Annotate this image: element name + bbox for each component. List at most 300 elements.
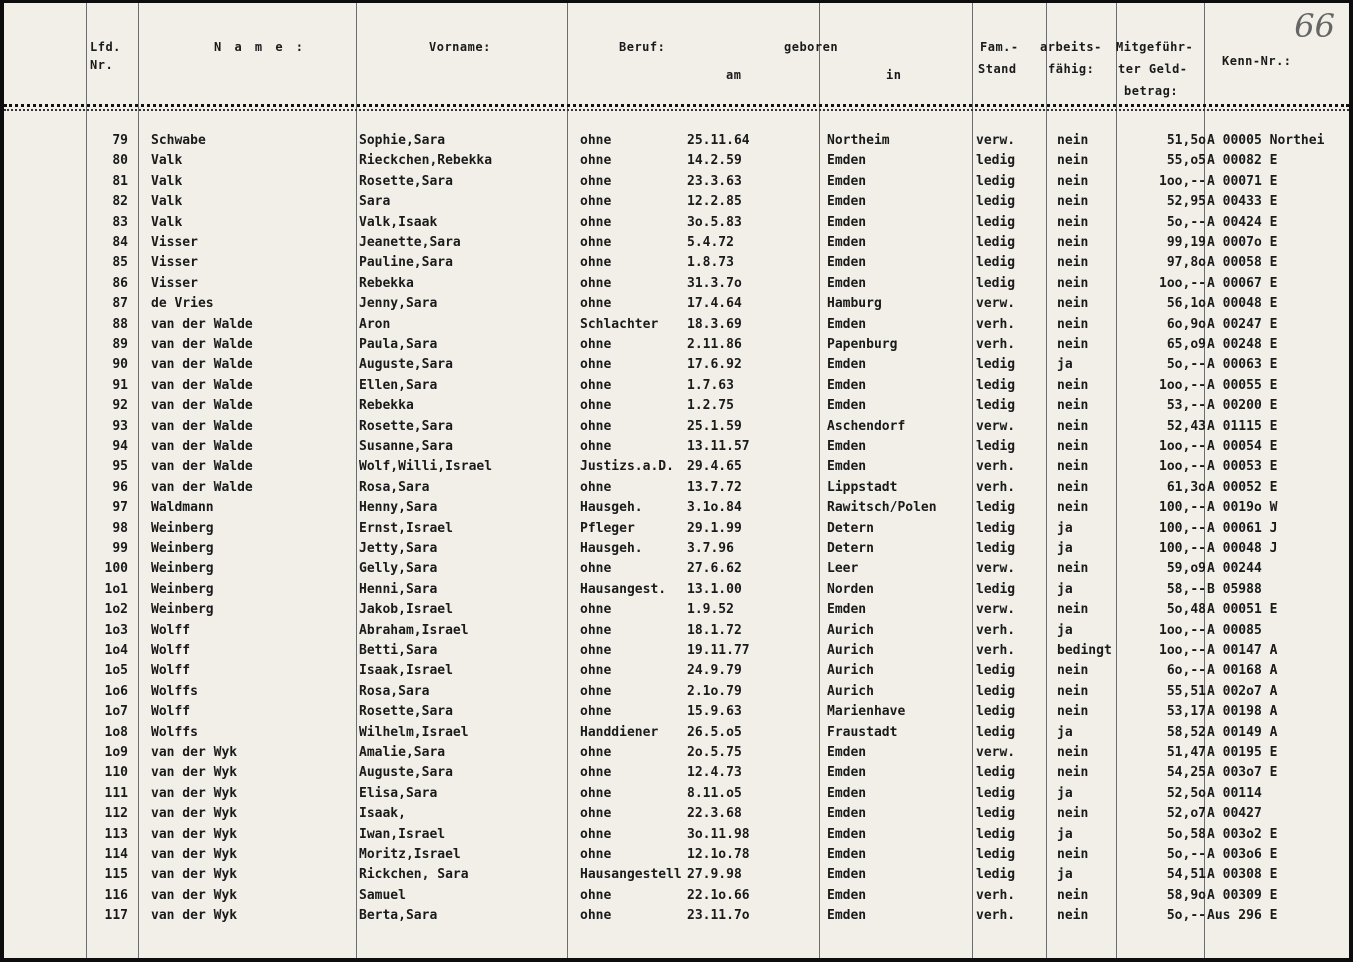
table-row [4, 478, 1349, 498]
header-geboren-in: in [886, 68, 902, 82]
cell-arbeitsfaehig: nein [1057, 153, 1089, 169]
cell-nr: 97 [112, 500, 128, 516]
cell-beruf: Hausgeh. [580, 500, 643, 516]
cell-arbeitsfaehig: nein [1057, 806, 1089, 822]
header-fam-stand-2: Stand [978, 62, 1017, 76]
cell-geldbetrag: 5o,-- [1166, 214, 1206, 230]
cell-nr: 113 [104, 826, 128, 842]
cell-vorname: Jetty,Sara [359, 541, 438, 556]
cell-beruf: ohne [580, 745, 612, 760]
cell-vorname: Rickchen, Sara [359, 867, 469, 883]
cell-geldbetrag: 55,o5 [1166, 153, 1206, 169]
cell-fam-stand: ledig [976, 520, 1016, 536]
cell-geboren-am: 26.5.o5 [687, 724, 742, 740]
cell-geboren-in: Emden [827, 867, 867, 883]
cell-arbeitsfaehig: nein [1057, 765, 1089, 781]
cell-geboren-am: 12.1o.78 [687, 847, 750, 862]
cell-geboren-am: 29.4.65 [687, 459, 742, 475]
cell-geboren-in: Emden [827, 765, 867, 781]
cell-geldbetrag: 6o,9o [1166, 316, 1206, 332]
cell-geldbetrag: 65,o9 [1166, 337, 1206, 352]
cell-beruf: ohne [580, 785, 612, 801]
cell-geboren-am: 2.1o.79 [687, 683, 742, 699]
cell-kenn-nr: A 00308 E [1207, 867, 1278, 883]
cell-fam-stand: verh. [976, 908, 1016, 924]
cell-geldbetrag: 100,-- [1159, 500, 1206, 516]
cell-beruf: ohne [580, 153, 612, 169]
cell-name: Wolff [151, 643, 191, 658]
cell-geboren-in: Emden [827, 908, 867, 924]
cell-geldbetrag: 1oo,-- [1159, 377, 1206, 393]
cell-vorname: Amalie,Sara [359, 745, 446, 760]
cell-arbeitsfaehig: nein [1057, 173, 1089, 189]
cell-arbeitsfaehig: ja [1057, 867, 1073, 883]
cell-name: van der Wyk [151, 785, 238, 801]
cell-arbeitsfaehig: nein [1057, 194, 1089, 210]
cell-name: van der Walde [151, 337, 253, 352]
table-row [4, 621, 1349, 641]
cell-geldbetrag: 100,-- [1159, 520, 1206, 536]
cell-nr: 110 [104, 765, 128, 781]
cell-geboren-am: 13.1.00 [687, 581, 742, 597]
cell-fam-stand: verw. [976, 296, 1016, 312]
table-row [4, 784, 1349, 804]
header-geboren-am: am [726, 68, 742, 82]
cell-vorname: Rosette,Sara [359, 173, 453, 189]
cell-geboren-am: 12.4.73 [687, 765, 742, 781]
cell-vorname: Pauline,Sara [359, 255, 453, 271]
cell-arbeitsfaehig: nein [1057, 439, 1089, 454]
cell-beruf: ohne [580, 255, 612, 271]
table-row [4, 437, 1349, 457]
cell-name: van der Wyk [151, 847, 238, 862]
cell-beruf: Hausgeh. [580, 541, 643, 556]
cell-arbeitsfaehig: ja [1057, 581, 1073, 597]
cell-beruf: ohne [580, 683, 612, 699]
table-row [4, 519, 1349, 539]
cell-arbeitsfaehig: nein [1057, 459, 1089, 475]
cell-beruf: ohne [580, 643, 612, 658]
cell-name: Waldmann [151, 500, 214, 516]
cell-name: Valk [151, 214, 183, 230]
cell-arbeitsfaehig: nein [1057, 683, 1089, 699]
table-row [4, 559, 1349, 579]
cell-kenn-nr: A 00198 A [1207, 704, 1278, 720]
cell-kenn-nr: A 00200 E [1207, 398, 1278, 414]
cell-fam-stand: ledig [976, 867, 1016, 883]
table-row [4, 600, 1349, 620]
cell-geldbetrag: 1oo,-- [1159, 643, 1206, 658]
cell-geboren-in: Emden [827, 826, 867, 842]
cell-kenn-nr: A 00244 [1207, 561, 1262, 577]
cell-geldbetrag: 52,43 [1166, 418, 1206, 434]
table-row [4, 641, 1349, 661]
cell-kenn-nr: A 01115 E [1207, 418, 1278, 434]
cell-arbeitsfaehig: nein [1057, 337, 1089, 352]
cell-fam-stand: ledig [976, 541, 1016, 556]
cell-beruf: ohne [580, 439, 612, 454]
cell-fam-stand: verh. [976, 887, 1016, 903]
cell-vorname: Betti,Sara [359, 643, 438, 658]
cell-name: Weinberg [151, 520, 214, 536]
table-row [4, 355, 1349, 375]
cell-kenn-nr: A 00063 E [1207, 357, 1278, 373]
cell-fam-stand: ledig [976, 377, 1016, 393]
header-geld-1: Mitgeführ- [1116, 40, 1194, 54]
cell-geboren-in: Emden [827, 153, 867, 169]
header-separator [4, 104, 1349, 107]
table-row [4, 151, 1349, 171]
cell-arbeitsfaehig: nein [1057, 133, 1089, 148]
cell-arbeitsfaehig: nein [1057, 235, 1089, 250]
cell-geldbetrag: 99,19 [1166, 235, 1206, 250]
cell-geldbetrag: 59,o9 [1166, 561, 1206, 577]
cell-beruf: ohne [580, 622, 612, 638]
header-separator [4, 109, 1349, 111]
cell-geboren-am: 14.2.59 [687, 153, 742, 169]
cell-beruf: ohne [580, 479, 612, 495]
cell-geboren-am: 3o.11.98 [687, 826, 750, 842]
cell-beruf: ohne [580, 194, 612, 210]
cell-vorname: Aron [359, 316, 391, 332]
cell-geboren-in: Hamburg [827, 296, 882, 312]
cell-kenn-nr: A 00195 E [1207, 745, 1278, 760]
cell-geldbetrag: 55,51 [1166, 683, 1206, 699]
cell-fam-stand: ledig [976, 173, 1016, 189]
cell-geboren-am: 23.3.63 [687, 173, 742, 189]
cell-arbeitsfaehig: nein [1057, 908, 1089, 924]
cell-geboren-am: 24.9.79 [687, 663, 742, 679]
cell-kenn-nr: A 00052 E [1207, 479, 1278, 495]
cell-beruf: Handdiener [580, 724, 659, 740]
cell-geboren-in: Aurich [827, 622, 874, 638]
table-row [4, 845, 1349, 865]
cell-geboren-am: 13.11.57 [687, 439, 750, 454]
cell-name: van der Wyk [151, 806, 238, 822]
cell-arbeitsfaehig: nein [1057, 418, 1089, 434]
cell-fam-stand: verw. [976, 133, 1016, 148]
cell-geboren-in: Emden [827, 887, 867, 903]
cell-kenn-nr: A 00058 E [1207, 255, 1278, 271]
cell-vorname: Berta,Sara [359, 908, 438, 924]
table-row [4, 580, 1349, 600]
cell-kenn-nr: A 00168 A [1207, 663, 1278, 679]
cell-geboren-in: Emden [827, 235, 867, 250]
cell-name: Weinberg [151, 561, 214, 577]
cell-geboren-am: 25.1.59 [687, 418, 742, 434]
cell-nr: 93 [112, 418, 128, 434]
cell-geboren-in: Detern [827, 520, 874, 536]
cell-arbeitsfaehig: ja [1057, 357, 1073, 373]
cell-fam-stand: ledig [976, 439, 1016, 454]
cell-arbeitsfaehig: nein [1057, 296, 1089, 312]
table-row [4, 865, 1349, 885]
cell-beruf: ohne [580, 296, 612, 312]
cell-beruf: ohne [580, 337, 612, 352]
cell-arbeitsfaehig: nein [1057, 561, 1089, 577]
cell-geboren-am: 5.4.72 [687, 235, 734, 250]
cell-geldbetrag: 51,5o [1166, 133, 1206, 148]
cell-nr: 91 [112, 377, 128, 393]
cell-beruf: ohne [580, 561, 612, 577]
table-row [4, 906, 1349, 926]
cell-kenn-nr: Aus 296 E [1207, 908, 1278, 924]
cell-geboren-am: 1.9.52 [687, 602, 734, 618]
cell-kenn-nr: A 0007o E [1207, 235, 1278, 250]
cell-vorname: Isaak, [359, 806, 406, 822]
cell-name: Valk [151, 194, 183, 210]
cell-fam-stand: ledig [976, 357, 1016, 373]
cell-name: Weinberg [151, 602, 214, 618]
cell-geboren-am: 27.6.62 [687, 561, 742, 577]
cell-arbeitsfaehig: ja [1057, 826, 1073, 842]
table-row [4, 315, 1349, 335]
cell-fam-stand: ledig [976, 765, 1016, 781]
cell-geboren-in: Emden [827, 275, 867, 291]
cell-vorname: Jakob,Israel [359, 602, 453, 618]
cell-geldbetrag: 5o,58 [1166, 826, 1206, 842]
table-row [4, 702, 1349, 722]
cell-geboren-in: Emden [827, 459, 867, 475]
cell-name: van der Walde [151, 418, 253, 434]
cell-name: van der Walde [151, 479, 253, 495]
cell-vorname: Henni,Sara [359, 581, 438, 597]
cell-geboren-am: 18.1.72 [687, 622, 742, 638]
cell-nr: 80 [112, 153, 128, 169]
cell-nr: 96 [112, 479, 128, 495]
cell-name: van der Wyk [151, 867, 238, 883]
cell-geldbetrag: 1oo,-- [1159, 459, 1206, 475]
cell-geboren-am: 3.7.96 [687, 541, 734, 556]
cell-geboren-in: Aurich [827, 643, 874, 658]
table-row [4, 274, 1349, 294]
table-row [4, 825, 1349, 845]
cell-fam-stand: verh. [976, 643, 1016, 658]
cell-geboren-in: Northeim [827, 133, 890, 148]
cell-beruf: ohne [580, 173, 612, 189]
cell-nr: 89 [112, 337, 128, 352]
cell-beruf: ohne [580, 133, 612, 148]
cell-geboren-in: Emden [827, 173, 867, 189]
cell-name: Wolff [151, 663, 191, 679]
cell-fam-stand: verh. [976, 479, 1016, 495]
cell-kenn-nr: A 00248 E [1207, 337, 1278, 352]
cell-name: van der Walde [151, 459, 253, 475]
cell-geboren-in: Norden [827, 581, 874, 597]
cell-kenn-nr: A 00048 E [1207, 296, 1278, 312]
header-arbeits-2: fähig: [1048, 62, 1095, 76]
cell-geboren-in: Rawitsch/Polen [827, 500, 937, 516]
cell-kenn-nr: A 002o7 A [1207, 683, 1278, 699]
cell-geboren-in: Emden [827, 439, 867, 454]
cell-geboren-am: 3.1o.84 [687, 500, 742, 516]
cell-kenn-nr: A 003o6 E [1207, 847, 1278, 862]
cell-geboren-in: Aschendorf [827, 418, 906, 434]
table-row [4, 539, 1349, 559]
cell-beruf: ohne [580, 377, 612, 393]
header-geld-2: ter Geld- [1118, 62, 1188, 76]
cell-nr: 86 [112, 275, 128, 291]
cell-name: Weinberg [151, 541, 214, 556]
cell-name: Wolffs [151, 683, 198, 699]
cell-geboren-am: 15.9.63 [687, 704, 742, 720]
cell-vorname: Rebekka [359, 275, 414, 291]
cell-fam-stand: verh. [976, 622, 1016, 638]
cell-arbeitsfaehig: nein [1057, 500, 1089, 516]
cell-name: van der Wyk [151, 908, 238, 924]
cell-arbeitsfaehig: nein [1057, 887, 1089, 903]
cell-beruf: ohne [580, 214, 612, 230]
cell-name: de Vries [151, 296, 214, 312]
cell-vorname: Gelly,Sara [359, 561, 438, 577]
cell-arbeitsfaehig: nein [1057, 704, 1089, 720]
cell-vorname: Sophie,Sara [359, 133, 446, 148]
cell-geldbetrag: 5o,48 [1166, 602, 1206, 618]
cell-name: Valk [151, 153, 183, 169]
cell-geboren-in: Emden [827, 745, 867, 760]
cell-kenn-nr: A 00247 E [1207, 316, 1278, 332]
cell-beruf: ohne [580, 847, 612, 862]
cell-nr: 114 [104, 847, 128, 862]
cell-nr: 1o8 [104, 724, 128, 740]
cell-geboren-in: Emden [827, 847, 867, 862]
cell-kenn-nr: A 0019o W [1207, 500, 1278, 516]
cell-vorname: Paula,Sara [359, 337, 438, 352]
cell-nr: 115 [104, 867, 128, 883]
cell-arbeitsfaehig: ja [1057, 785, 1073, 801]
cell-geldbetrag: 5o,-- [1166, 908, 1206, 924]
cell-nr: 1o6 [104, 683, 128, 699]
cell-arbeitsfaehig: nein [1057, 663, 1089, 679]
cell-kenn-nr: A 00114 [1207, 785, 1262, 801]
cell-fam-stand: ledig [976, 785, 1016, 801]
cell-geboren-in: Emden [827, 255, 867, 271]
cell-nr: 111 [104, 785, 128, 801]
cell-name: van der Walde [151, 439, 253, 454]
cell-geboren-am: 17.4.64 [687, 296, 742, 312]
cell-nr: 100 [104, 561, 128, 577]
cell-geldbetrag: 58,-- [1166, 581, 1206, 597]
header-beruf: Beruf: [619, 40, 666, 54]
cell-beruf: ohne [580, 663, 612, 679]
cell-geboren-in: Lippstadt [827, 479, 898, 495]
cell-geboren-am: 17.6.92 [687, 357, 742, 373]
cell-name: van der Walde [151, 377, 253, 393]
cell-kenn-nr: A 00309 E [1207, 887, 1278, 903]
cell-geldbetrag: 61,3o [1166, 479, 1206, 495]
cell-geboren-in: Emden [827, 377, 867, 393]
cell-nr: 81 [112, 173, 128, 189]
cell-nr: 1o2 [104, 602, 128, 618]
cell-nr: 1o9 [104, 745, 128, 760]
cell-name: Visser [151, 255, 198, 271]
header-fam-stand-1: Fam.- [980, 40, 1019, 54]
cell-beruf: Pfleger [580, 520, 635, 536]
table-row [4, 233, 1349, 253]
cell-beruf: ohne [580, 418, 612, 434]
cell-geldbetrag: 54,25 [1166, 765, 1206, 781]
cell-nr: 88 [112, 316, 128, 332]
cell-nr: 1o7 [104, 704, 128, 720]
cell-arbeitsfaehig: nein [1057, 255, 1089, 271]
cell-kenn-nr: A 00149 A [1207, 724, 1278, 740]
cell-kenn-nr: A 00055 E [1207, 377, 1278, 393]
cell-geboren-am: 3o.5.83 [687, 214, 742, 230]
cell-nr: 85 [112, 255, 128, 271]
header-geld-3: betrag: [1124, 84, 1179, 98]
cell-fam-stand: ledig [976, 275, 1016, 291]
cell-name: Wolff [151, 622, 191, 638]
table-row [4, 682, 1349, 702]
cell-nr: 87 [112, 296, 128, 312]
cell-geboren-in: Fraustadt [827, 724, 898, 740]
cell-geboren-am: 25.11.64 [687, 133, 750, 148]
cell-vorname: Susanne,Sara [359, 439, 453, 454]
cell-nr: 95 [112, 459, 128, 475]
cell-geboren-in: Marienhave [827, 704, 906, 720]
cell-geldbetrag: 1oo,-- [1159, 622, 1206, 638]
cell-geldbetrag: 1oo,-- [1159, 439, 1206, 454]
cell-nr: 1o1 [104, 581, 128, 597]
table-row [4, 131, 1349, 151]
table-row [4, 213, 1349, 233]
cell-geboren-am: 2.11.86 [687, 337, 742, 352]
cell-arbeitsfaehig: ja [1057, 520, 1073, 536]
cell-arbeitsfaehig: ja [1057, 622, 1073, 638]
cell-geldbetrag: 51,47 [1166, 745, 1206, 760]
cell-kenn-nr: A 00427 [1207, 806, 1262, 822]
cell-kenn-nr: A 003o7 E [1207, 765, 1278, 781]
cell-nr: 84 [112, 235, 128, 250]
cell-kenn-nr: B 05988 [1207, 581, 1262, 597]
cell-arbeitsfaehig: bedingt [1057, 643, 1112, 658]
cell-beruf: Hausangestell [580, 867, 682, 883]
cell-nr: 94 [112, 439, 128, 454]
cell-nr: 99 [112, 541, 128, 556]
cell-geboren-in: Aurich [827, 663, 874, 679]
cell-beruf: ohne [580, 602, 612, 618]
cell-arbeitsfaehig: nein [1057, 377, 1089, 393]
cell-geldbetrag: 52,95 [1166, 194, 1206, 210]
cell-geboren-am: 31.3.7o [687, 275, 742, 291]
cell-geboren-am: 1.8.73 [687, 255, 734, 271]
cell-vorname: Jenny,Sara [359, 296, 438, 312]
cell-geboren-am: 23.11.7o [687, 908, 750, 924]
cell-geboren-am: 22.3.68 [687, 806, 742, 822]
cell-vorname: Ernst,Israel [359, 520, 453, 536]
cell-vorname: Rosa,Sara [359, 683, 430, 699]
cell-fam-stand: ledig [976, 581, 1016, 597]
cell-fam-stand: ledig [976, 398, 1016, 414]
cell-fam-stand: ledig [976, 194, 1016, 210]
cell-arbeitsfaehig: nein [1057, 316, 1089, 332]
header-vorname: Vorname: [429, 40, 491, 54]
table-row [4, 457, 1349, 477]
cell-geboren-in: Aurich [827, 683, 874, 699]
table-row [4, 723, 1349, 743]
cell-kenn-nr: A 003o2 E [1207, 826, 1278, 842]
document-page [4, 3, 1349, 958]
cell-beruf: ohne [580, 704, 612, 720]
cell-geboren-in: Emden [827, 785, 867, 801]
table-row [4, 498, 1349, 518]
cell-geboren-am: 8.11.o5 [687, 785, 742, 801]
header-kenn-nr: Kenn-Nr.: [1222, 54, 1292, 68]
cell-fam-stand: ledig [976, 235, 1016, 250]
cell-fam-stand: ledig [976, 663, 1016, 679]
cell-kenn-nr: A 00053 E [1207, 459, 1278, 475]
header-arbeits-1: arbeits- [1040, 40, 1102, 54]
